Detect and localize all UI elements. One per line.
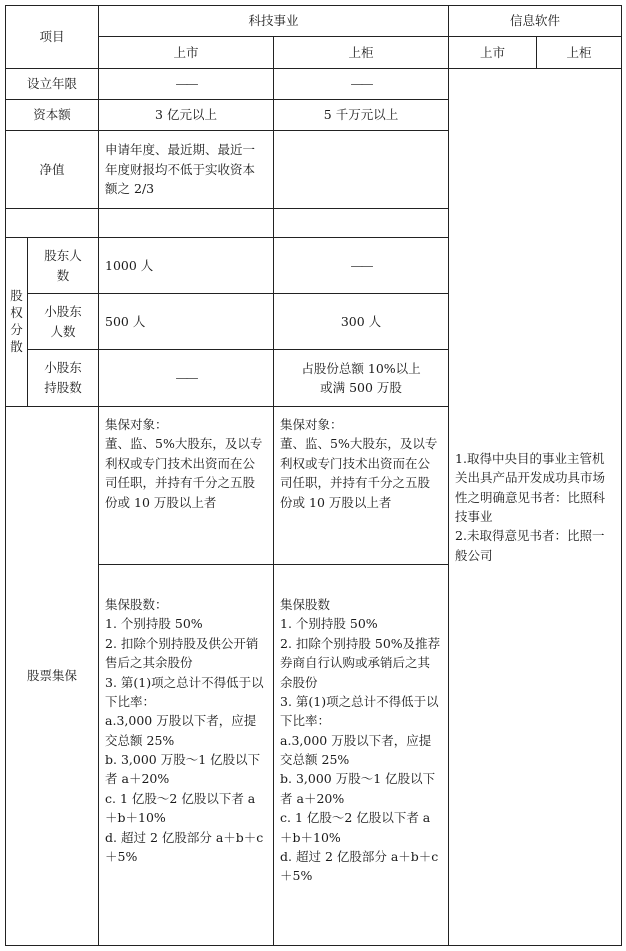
networth-listed: 申请年度、最近期、最近一年度财报均不低于实收资本额之 2/3 <box>99 131 274 209</box>
blank-label <box>6 209 99 238</box>
header-software-listed: 上市 <box>449 37 537 69</box>
label-networth: 净值 <box>6 131 99 209</box>
label-years: 设立年限 <box>6 69 99 100</box>
blank-listed <box>99 209 274 238</box>
small-holders-otc: 300 人 <box>274 294 449 350</box>
networth-otc <box>274 131 449 209</box>
header-software: 信息软件 <box>449 6 622 37</box>
small-shares-listed: —— <box>99 350 274 407</box>
small-holders-label-text: 小股东人数 <box>44 303 82 339</box>
custody-shares-listed: 集保股数： 1. 个别持股 50% 2. 扣除个别持股及供公开销售后之其余股份 3. 第(1)项之总计不得低于以下比率： a.3,000 万股以下者，应提交总额 25% b. 3,000 万股～1 亿股以下者 a＋20% c. 1 亿股～2 亿股以下者 a＋b＋10% d. 超过 2 亿股部分 a＋b＋c＋5% <box>99 565 274 946</box>
years-listed: —— <box>99 69 274 100</box>
years-otc: —— <box>274 69 449 100</box>
custody-object-otc: 集保对象： 董、监、5%大股东，及以专利权或专门技术出资而在公司任职，并持有千分之五股份或 10 万股以上者 <box>274 407 449 565</box>
label-equity-group <box>6 238 28 407</box>
equity-group-text: 股权分散 <box>10 288 23 354</box>
listing-requirements-table <box>5 5 622 946</box>
software-note: 1.取得中央目的事业主管机关出具产品开发成功具市场性之明确意见书者：比照科技事业 2.未取得意见书者：比照一般公司 <box>449 69 622 946</box>
small-shares-label-text: 小股东持股数 <box>44 360 82 395</box>
label-small-holders <box>28 294 99 350</box>
header-row-1 <box>6 6 622 37</box>
small-holders-listed: 500 人 <box>99 294 274 350</box>
label-holders <box>28 238 99 294</box>
custody-shares-otc: 集保股数 1. 个别持股 50% 2. 扣除个别持股 50%及推荐券商自行认购或承销后之其余股份 3. 第(1)项之总计不得低于以下比率： a.3,000 万股以下者，应提交总额 25% b. 3,000 万股～1 亿股以下者 a＋20% c. 1 亿股～2 亿股以下者 a＋b＋10% d. 超过 2 亿股部分 a＋b＋c＋5% <box>274 565 449 946</box>
capital-listed: 3 亿元以上 <box>99 100 274 131</box>
label-capital: 资本额 <box>6 100 99 131</box>
header-tech: 科技事业 <box>99 6 449 37</box>
custody-object-listed: 集保对象： 董、监、5%大股东，及以专利权或专门技术出资而在公司任职，并持有千分之五股份或 10 万股以上者 <box>99 407 274 565</box>
header-tech-listed: 上市 <box>99 37 274 69</box>
blank-otc <box>274 209 449 238</box>
header-item: 项目 <box>6 6 99 69</box>
capital-otc: 5 千万元以上 <box>274 100 449 131</box>
holders-listed: 1000 人 <box>99 238 274 294</box>
small-shares-otc: 占股份总额 10%以上 或满 500 万股 <box>274 350 449 407</box>
holders-otc: —— <box>274 238 449 294</box>
label-small-shares <box>28 350 99 407</box>
header-row-2 <box>6 37 622 69</box>
label-custody: 股票集保 <box>6 407 99 946</box>
header-tech-otc: 上柜 <box>274 37 449 69</box>
header-software-otc: 上柜 <box>537 37 622 69</box>
holders-label-text: 股东人数 <box>44 247 82 283</box>
row-years <box>6 69 622 100</box>
